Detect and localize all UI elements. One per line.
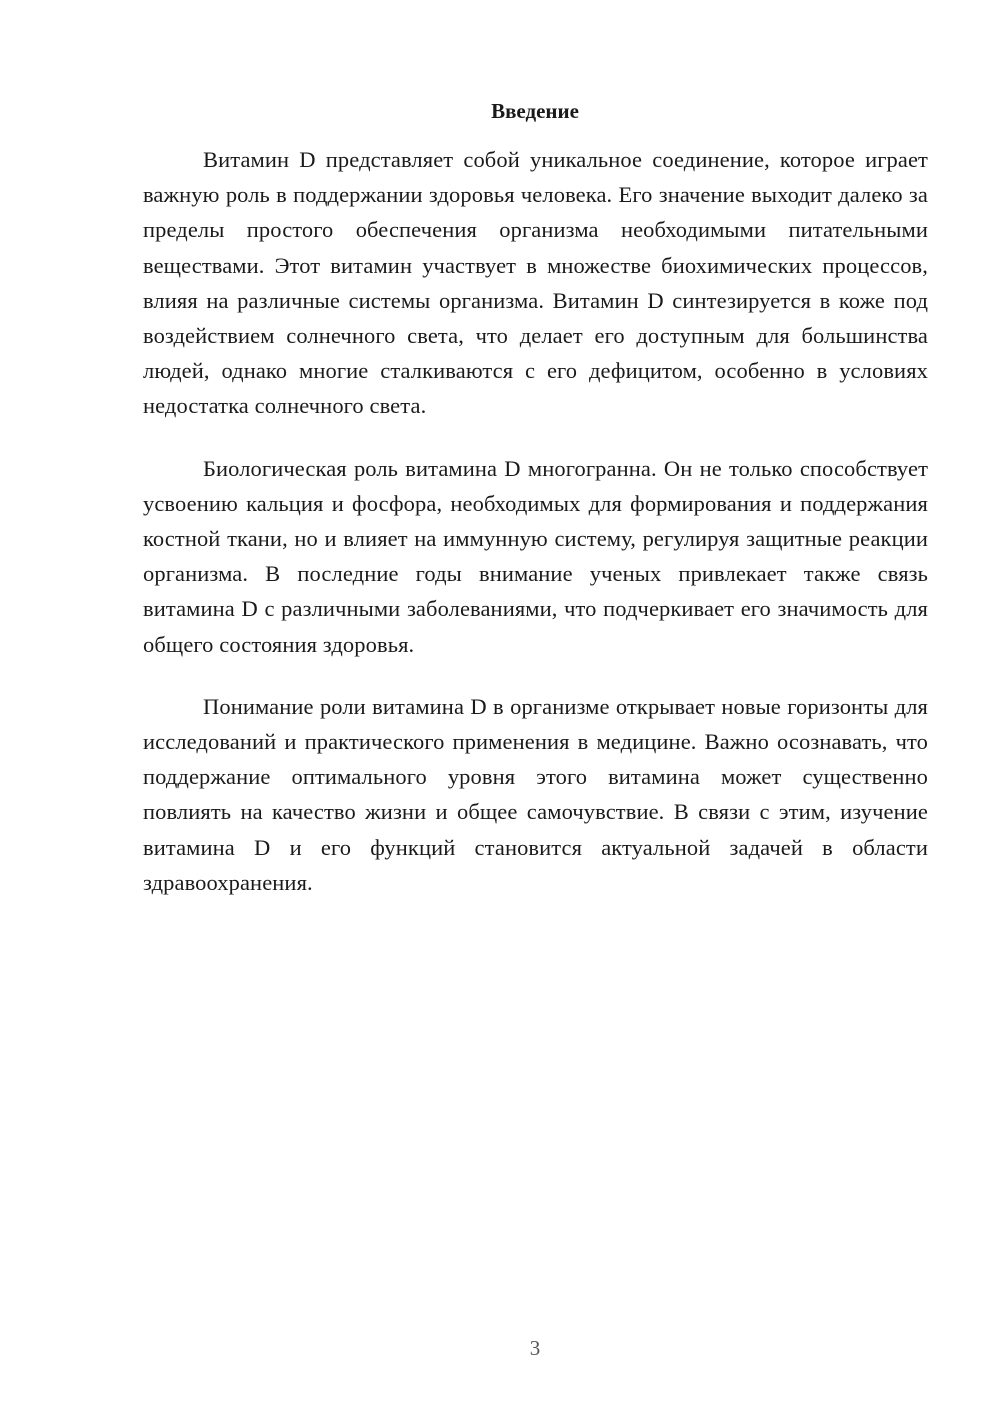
paragraph-3: Понимание роли витамина D в организме открывает новые горизонты для исследований и практического применения в медицине. Важно осознавать, что поддержание оптимального уровня этого витамина может существенно повлиять на качество жизни и общее самочувствие. В связи с этим, изучение витамина D и его функций становится актуальной задачей в области здравоохранения. bbox=[143, 693, 928, 895]
page-number: 3 bbox=[529, 1336, 541, 1360]
paragraph-1: Витамин D представляет собой уникальное соединение, которое играет важную роль в поддержании здоровья человека. Его значение выходит далеко за пределы простого обеспечения организма необходимыми питательными веществами. Этот витамин участвует в множестве биохимических процессов, влияя на различные системы организма. Витамин D синтезируется в коже под воздействием солнечного света, что делает его доступным для большинства людей, однако многие сталкиваются с его дефицитом, особенно в условиях недостатка солнечного света. bbox=[143, 147, 928, 419]
body-text bbox=[143, 142, 928, 927]
section-heading: Введение bbox=[491, 99, 579, 123]
paragraph-2: Биологическая роль витамина D многогранна. Он не только способствует усвоению кальция и фосфора, необходимых для формирования и поддержания костной ткани, но и влияет на иммунную систему, регулируя защитные реакции организма. В последние годы внимание ученых привлекает также связь витамина D с различными заболеваниями, что подчеркивает его значимость для общего состояния здоровья. bbox=[143, 455, 928, 657]
